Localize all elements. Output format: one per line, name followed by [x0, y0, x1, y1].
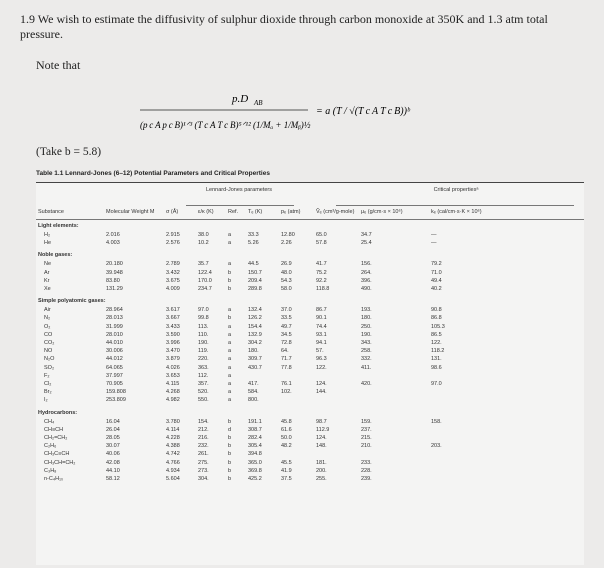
table-cell: 35.7	[198, 261, 209, 268]
table-cell: a	[228, 331, 232, 338]
table-cell: 118.8	[316, 286, 330, 292]
table-cell: 159.808	[106, 389, 126, 396]
table-cell: 180.	[248, 348, 259, 355]
table-cell: Cl₂	[44, 381, 52, 387]
table-cell: 3.996	[166, 340, 180, 346]
table-cell: N₂	[44, 315, 51, 322]
table-cell: b	[228, 418, 232, 425]
table-cell: 86.7	[316, 307, 327, 314]
table-cell: 44.5	[248, 261, 259, 268]
table-cell: SO₂	[44, 364, 55, 371]
table-cell: 28.010	[106, 331, 123, 338]
table-cell: 3.879	[166, 356, 180, 363]
table-cell: 33.5	[281, 315, 292, 322]
table-cell: 216.	[198, 435, 209, 441]
table-cell: 4.742	[166, 451, 180, 458]
table-cell: 191.1	[248, 418, 262, 425]
table-row	[36, 348, 584, 356]
table-cell: 215.	[361, 435, 372, 441]
table-cell: 396.	[361, 277, 372, 284]
column-header: σ (Å)	[166, 209, 179, 215]
table-cell: 190.	[198, 340, 209, 346]
table-cell: 42.08	[106, 459, 120, 466]
table-cell: 122.	[316, 364, 327, 371]
table-cell: 72.8	[281, 340, 292, 346]
table-cell: CH₂=CH₂	[44, 435, 68, 441]
table-cell: a	[228, 307, 232, 314]
table-cell: 3.667	[166, 315, 180, 322]
table-cell: a	[228, 397, 232, 404]
table-cell: 2.789	[166, 261, 180, 268]
table-cell: 39.948	[106, 269, 123, 276]
table-cell: F₂	[44, 372, 50, 379]
table-cell: 61.6	[281, 426, 292, 433]
table-cell: a	[228, 372, 232, 379]
table-cell: 65.0	[316, 232, 327, 238]
table-cell: 98.7	[316, 418, 327, 425]
table-cell: 3.470	[166, 348, 180, 355]
table-cell: 255.	[316, 476, 327, 482]
table-cell: 150.7	[248, 269, 262, 276]
table-cell: 49.7	[281, 323, 292, 330]
column-header: Ṽₑ (cm³/g-mole)	[316, 209, 355, 215]
note-text: Note that	[36, 58, 81, 72]
formula-rhs: = a (T / √(T c A T c B))ᵇ	[316, 106, 410, 117]
table-row	[36, 419, 584, 427]
table-cell: 180.	[361, 315, 372, 322]
table-cell: 75.2	[316, 269, 327, 276]
table-cell: 2.576	[166, 240, 180, 247]
diffusivity-formula	[140, 82, 440, 142]
table-cell: 212.	[198, 426, 209, 433]
table-cell: a	[228, 261, 232, 268]
formula-numerator-sub: AB	[254, 99, 263, 107]
table-cell: b	[228, 467, 232, 474]
table-cell: 239.	[361, 476, 372, 482]
table-cell: b	[228, 435, 232, 441]
table-cell: 33.3	[248, 232, 259, 238]
table-cell: 28.05	[106, 435, 120, 441]
table-cell: 28.964	[106, 307, 123, 314]
table-cell: 131.29	[106, 286, 123, 292]
table-cell: 105.3	[431, 323, 445, 330]
table-cell: CH≡CH	[44, 426, 64, 433]
table-cell: a	[228, 232, 232, 238]
table-cell: 44.012	[106, 356, 123, 363]
table-cell: b	[228, 315, 232, 322]
table-cell: Ar	[44, 269, 50, 276]
table-cell: 343.	[361, 340, 372, 346]
table-cell: 154.4	[248, 323, 262, 330]
table-cell: 3.432	[166, 269, 180, 276]
table-cell: n-C₄H₁₀	[44, 476, 64, 482]
table-cell: 110.	[198, 331, 209, 338]
formula-denominator: (p c A p c B)¹ᐟ³ (T c A T c B)⁵ᐟ¹² (1/Mₐ + 1/Mᵦ)½	[140, 120, 311, 130]
table-cell: 210.	[361, 443, 372, 450]
table-cell: 71.0	[431, 269, 442, 276]
problem-statement: 1.9 We wish to estimate the diffusivity of sulphur dioxide through carbon monoxide at 350K and 1.3 atm total pressure.	[20, 12, 548, 41]
table-cell: 154.	[198, 418, 209, 425]
table-cell: Air	[44, 307, 51, 314]
table-cell: a	[228, 340, 232, 346]
table-cell: 74.4	[316, 323, 327, 330]
table-cell: 41.7	[316, 261, 327, 268]
table-cell: 363.	[198, 364, 209, 371]
column-header: μₑ (g/cm·s × 10⁶)	[361, 209, 403, 215]
table-cell: 45.8	[281, 418, 292, 425]
table-cell: 86.8	[431, 315, 442, 322]
table-cell: 261.	[198, 451, 209, 458]
table-cell: 234.7	[198, 286, 212, 292]
table-cell: 92.2	[316, 277, 327, 284]
table-cell: 126.2	[248, 315, 262, 322]
group-header-lj: Lennard-Jones parameters	[205, 187, 273, 193]
table-row	[36, 460, 584, 468]
table-row	[36, 365, 584, 373]
table-cell: 237.	[361, 426, 372, 433]
table-cell: 48.0	[281, 269, 292, 276]
table-cell: 584.	[248, 389, 259, 396]
table-cell: 28.013	[106, 315, 123, 322]
table-cell: 83.80	[106, 277, 120, 284]
table-cell: 800.	[248, 397, 259, 404]
table-cell: a	[228, 356, 232, 363]
table-cell: 282.4	[248, 435, 262, 441]
column-header: Ref.	[228, 209, 239, 215]
table-cell: b	[228, 443, 232, 450]
table-cell: 102.	[281, 389, 292, 396]
table-cell: 144.	[316, 389, 327, 396]
table-cell: He	[44, 240, 52, 247]
table-cell: 16.04	[106, 418, 120, 425]
properties-table	[36, 182, 584, 565]
table-cell: 64.065	[106, 364, 123, 371]
table-cell: 369.8	[248, 467, 262, 474]
table-cell: 309.7	[248, 356, 262, 363]
table-cell: —	[431, 232, 437, 238]
column-header: Molecular Weight M	[106, 209, 155, 215]
table-cell: b	[228, 286, 232, 292]
table-cell: 220.	[198, 356, 209, 363]
table-cell: C₂H₆	[44, 443, 57, 450]
table-cell: 113.	[198, 323, 209, 330]
table-row	[36, 332, 584, 340]
table-row	[36, 451, 584, 459]
table-cell: 264.	[361, 269, 372, 276]
table-cell: 430.7	[248, 364, 262, 371]
table-cell: 20.180	[106, 261, 123, 268]
table-cell: Br₂	[44, 389, 52, 396]
table-cell: 425.2	[248, 476, 262, 482]
table-cell: 25.4	[361, 240, 372, 247]
table-cell: 97.0	[431, 381, 442, 387]
take-b-note: (Take b = 5.8)	[36, 146, 102, 158]
table-row	[36, 340, 584, 348]
table-cell: 112.	[198, 372, 209, 379]
table-cell: 193.	[361, 307, 372, 314]
table-cell: O₂	[44, 323, 51, 330]
table-cell: 118.2	[431, 348, 445, 355]
table-cell: 3.433	[166, 323, 180, 330]
table-cell: 34.5	[281, 331, 292, 338]
table-cell: 394.8	[248, 451, 262, 458]
table-cell: I₂	[44, 397, 48, 404]
table-cell: 132.9	[248, 331, 262, 338]
table-cell: 124.	[316, 435, 327, 441]
table-cell: b	[228, 451, 232, 458]
section-title: Hydrocarbons:	[38, 409, 78, 416]
table-cell: CO	[44, 331, 53, 338]
table-cell: 4.388	[166, 443, 180, 450]
table-cell: 3.780	[166, 418, 180, 425]
table-cell: a	[228, 348, 232, 355]
table-cell: 273.	[198, 467, 209, 474]
table-row	[36, 270, 584, 278]
table-cell: 57.	[316, 348, 324, 355]
table-cell: 550.	[198, 397, 209, 404]
table-cell: 2.26	[281, 240, 292, 247]
table-cell: NO	[44, 348, 53, 355]
table-cell: CH₃CH=CH₂	[44, 459, 76, 466]
table-cell: 45.5	[281, 459, 292, 466]
table-cell: C₃H₈	[44, 467, 57, 474]
table-cell: 44.010	[106, 340, 123, 346]
table-cell: 4.982	[166, 397, 180, 404]
table-row	[36, 261, 584, 269]
table-cell: 308.7	[248, 426, 262, 433]
table-cell: 70.905	[106, 381, 123, 387]
table-cell: 200.	[316, 467, 327, 474]
table-cell: 99.8	[198, 315, 209, 322]
table-cell: 37.997	[106, 372, 123, 379]
table-cell: 250.	[361, 323, 372, 330]
table-cell: CH₄	[44, 418, 55, 425]
table-cell: 156.	[361, 261, 372, 268]
table-cell: CO₂	[44, 340, 55, 346]
table-cell: 253.809	[106, 397, 126, 404]
table-cell: 159.	[361, 418, 372, 425]
table-cell: 190.	[361, 331, 372, 338]
table-cell: 233.	[361, 459, 372, 466]
table-cell: 4.009	[166, 286, 180, 292]
table-cell: 50.0	[281, 435, 292, 441]
table-row	[36, 373, 584, 381]
table-cell: 122.	[431, 340, 442, 346]
table-cell: 490.	[361, 286, 372, 292]
table-cell: 4.766	[166, 459, 180, 466]
section-title: Noble gases:	[38, 252, 73, 259]
table-cell: 71.7	[281, 356, 292, 363]
table-cell: 4.228	[166, 435, 180, 441]
table-row	[36, 278, 584, 286]
table-cell: b	[228, 459, 232, 466]
table-cell: 41.9	[281, 467, 292, 474]
table-row	[36, 389, 584, 397]
table-cell: b	[228, 269, 232, 276]
table-cell: 4.268	[166, 389, 180, 396]
table-cell: —	[431, 240, 437, 247]
table-row	[36, 468, 584, 476]
table-cell: a	[228, 364, 232, 371]
table-cell: 232.	[198, 443, 209, 450]
table-cell: 258.	[361, 348, 372, 355]
column-header: Tₑ (K)	[248, 209, 263, 215]
table-cell: 170.0	[198, 277, 212, 284]
table-cell: 275.	[198, 459, 209, 466]
table-cell: b	[228, 476, 232, 482]
table-cell: 3.590	[166, 331, 180, 338]
table-cell: Xe	[44, 286, 51, 292]
table-cell: 411.	[361, 364, 372, 371]
table-cell: a	[228, 240, 232, 247]
table-cell: 98.6	[431, 364, 442, 371]
table-cell: 158.	[431, 418, 442, 425]
table-cell: Ne	[44, 261, 52, 268]
table-cell: a	[228, 389, 232, 396]
table-cell: 40.06	[106, 451, 120, 458]
table-row	[36, 240, 584, 248]
table-cell: 124.	[316, 381, 327, 387]
table-cell: 76.1	[281, 381, 292, 387]
table-cell: 3.617	[166, 307, 180, 314]
table-cell: 26.04	[106, 426, 120, 433]
formula-numerator: p.D	[232, 93, 249, 105]
table-cell: 40.2	[431, 286, 442, 292]
table-row	[36, 286, 584, 294]
table-cell: H₂	[44, 232, 51, 238]
table-cell: 86.5	[431, 331, 442, 338]
table-cell: 44.10	[106, 467, 120, 474]
table-cell: d	[228, 426, 232, 433]
table-cell: 332.	[361, 356, 372, 363]
group-header-critical: Critical propertiesᵃ	[433, 187, 479, 193]
table-cell: 148.	[316, 443, 327, 450]
table-cell: 96.3	[316, 356, 327, 363]
table-cell: 37.5	[281, 476, 292, 482]
table-cell: N₂O	[44, 356, 55, 363]
table-cell: 209.4	[248, 277, 262, 284]
table-cell: 4.115	[166, 381, 180, 387]
table-row	[36, 381, 584, 389]
table-row	[36, 356, 584, 364]
table-cell: 3.653	[166, 372, 180, 379]
table-cell: 64.	[281, 348, 289, 355]
table-cell: 30.07	[106, 443, 120, 450]
table-cell: 58.0	[281, 286, 292, 292]
table-cell: b	[228, 277, 232, 284]
section-title: Simple polyatomic gases:	[38, 298, 106, 305]
table-cell: 4.934	[166, 467, 180, 474]
table-cell: 38.0	[198, 232, 209, 238]
table-row	[36, 397, 584, 405]
table-cell: 357.	[198, 381, 209, 387]
column-header: Substance	[38, 209, 64, 215]
table-cell: 97.0	[198, 307, 209, 314]
column-header: ε/κ (K)	[198, 209, 214, 215]
table-cell: 119.	[198, 348, 209, 355]
table-cell: a	[228, 381, 232, 387]
table-cell: 520.	[198, 389, 209, 396]
table-cell: 37.0	[281, 307, 292, 314]
section-title: Light elements:	[38, 223, 79, 229]
table-cell: 3.675	[166, 277, 180, 284]
table-cell: 181.	[316, 459, 327, 466]
table-cell: 5.26	[248, 240, 259, 247]
table-row	[36, 307, 584, 315]
table-row	[36, 324, 584, 332]
table-row	[36, 232, 584, 240]
table-cell: 2.915	[166, 232, 180, 238]
table-cell: 131.	[431, 356, 442, 363]
table-row	[36, 443, 584, 451]
table-row	[36, 427, 584, 435]
table-cell: 417.	[248, 381, 259, 387]
column-header: pₑ (atm)	[281, 209, 301, 215]
table-row	[36, 315, 584, 323]
table-cell: 79.2	[431, 261, 442, 268]
table-cell: 90.8	[431, 307, 442, 314]
table-cell: 4.026	[166, 364, 180, 371]
table-cell: 304.2	[248, 340, 262, 346]
table-cell: 122.4	[198, 269, 212, 276]
table-cell: 93.1	[316, 331, 327, 338]
table-cell: 112.9	[316, 426, 330, 433]
table-cell: 54.3	[281, 277, 292, 284]
table-cell: 90.1	[316, 315, 327, 322]
table-cell: 26.9	[281, 261, 292, 268]
table-cell: 420.	[361, 381, 372, 387]
table-cell: 5.604	[166, 476, 180, 482]
table-cell: 4.003	[106, 240, 120, 247]
table-cell: 48.2	[281, 443, 292, 450]
table-cell: a	[228, 323, 232, 330]
table-cell: 30.006	[106, 348, 123, 355]
table-cell: 4.114	[166, 426, 180, 433]
table-row	[36, 435, 584, 443]
table-cell: 94.1	[316, 340, 327, 346]
table-cell: 12.80	[281, 232, 295, 238]
table-cell: 132.4	[248, 307, 262, 314]
table-cell: 203.	[431, 443, 442, 450]
table-cell: 10.2	[198, 240, 209, 247]
table-cell: 49.4	[431, 277, 442, 284]
table-cell: 2.016	[106, 232, 120, 238]
table-cell: CH₃C≡CH	[44, 451, 70, 458]
table-cell: 31.999	[106, 323, 123, 330]
table-cell: 289.8	[248, 286, 262, 292]
table-cell: 365.0	[248, 459, 262, 466]
table-row	[36, 476, 584, 484]
table-cell: 58.12	[106, 476, 120, 482]
table-cell: Kr	[44, 277, 50, 284]
table-caption: Table 1.1 Lennard-Jones (6–12) Potential Parameters and Critical Properties	[36, 170, 270, 177]
table-cell: 34.7	[361, 232, 372, 238]
table-cell: 304.	[198, 476, 209, 482]
column-header: kₑ (cal/cm·s·K × 10⁶)	[431, 209, 482, 215]
table-cell: 305.4	[248, 443, 262, 450]
table-cell: 77.8	[281, 364, 292, 371]
table-cell: 57.8	[316, 240, 327, 247]
table-cell: 228.	[361, 467, 372, 474]
